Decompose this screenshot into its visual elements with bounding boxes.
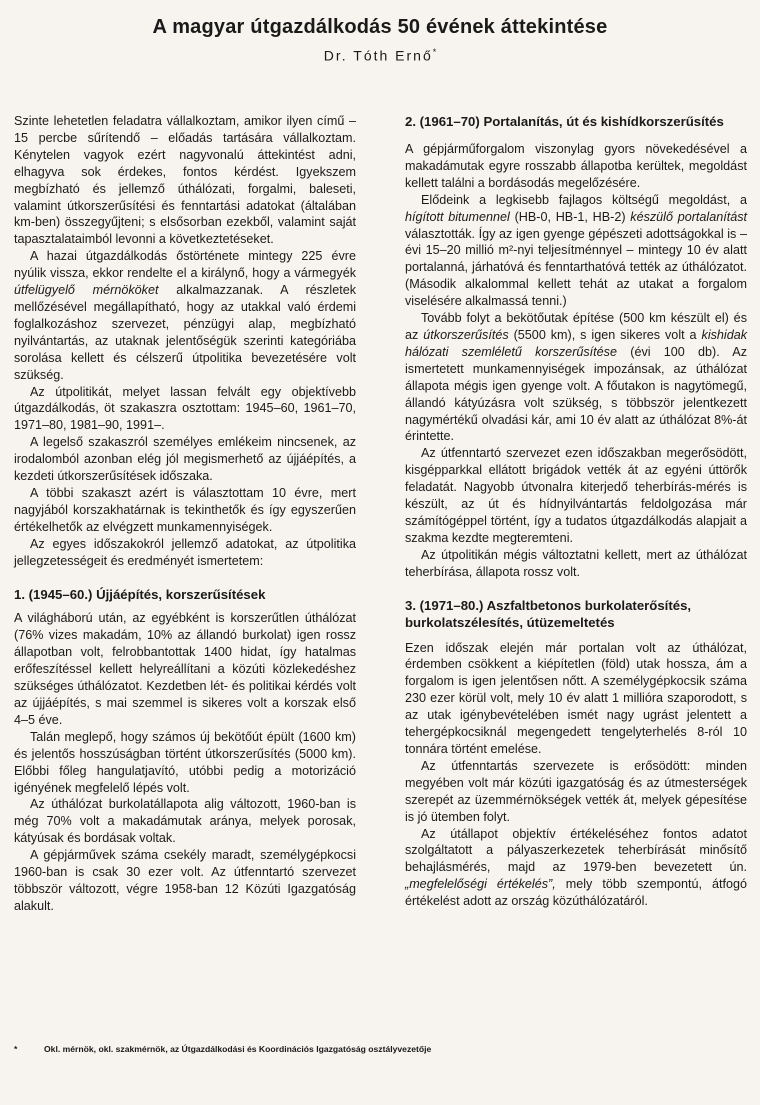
section-heading-2: 2. (1961–70) Portalanítás, út és kishídkorszerűsítés xyxy=(405,114,724,129)
history-paragraph: A hazai útgazdálkodás őstörténete mintegy 225 évre nyúlik vissza, ekkor rendelte el a királynő, hogy a vármegyék útfelügyelő mérnököket alkalmazzanak. A részletek mellőzésével megállapítható, hogy az utakkal való érdemi foglalkozáshoz szervezet, pénzügyi alap, megbízható nyilvántartás, az utaknak jelentőségük szerinti kategóriába sorolása kellett és célszerű útpolitika bevezetésére volt szükség. xyxy=(14,249,357,382)
section-2-paragraph: Az útpolitikán mégis változtatni kellett, mert az úthálózat teherbírása, állapota rossz volt. xyxy=(405,547,747,579)
emphasis-text: hígított bitumennel xyxy=(405,209,510,224)
emphasis-text: készülő portalanítást xyxy=(630,209,748,224)
emphasis-text: kishidak hálózati szemléletű korszerűsítése xyxy=(405,327,748,359)
first-period-paragraph: A legelső szakaszról személyes emlékeim nincsenek, az irodalomból azonban elég jól megismerhető az újjáépítés, a kezdeti útkorszerűsítések időszaka. xyxy=(14,435,356,484)
article-title: A magyar útgazdálkodás 50 évének áttekintése xyxy=(152,16,608,38)
decade-choice-paragraph: A többi szakaszt azért is választottam 10 évre, mert nagyjából korszakhatárnak is tekinthetők és így egyszerűen értékelhetők az elvégzett munkamennyiségek. xyxy=(14,485,356,534)
emphasis-text: „megfelelőségi értékelés”, xyxy=(405,877,556,892)
section-heading-1: 1. (1945–60.) Újjáépítés, korszerűsítések xyxy=(14,587,266,603)
emphasis-text: útkorszerűsítés xyxy=(423,327,509,342)
right-column xyxy=(405,113,747,910)
section-1-paragraph: Talán meglepő, hogy számos új bekötőút épült (1600 km) és jelentős hosszúságban történt útkorszerűsítés (5000 km). Előbbi főleg hangulatjavító, utóbbi pedig a motorizáció igényének megfelelő lépés volt. xyxy=(14,729,356,795)
section-1-paragraph: Az úthálózat burkolatállapota alig változott, 1960-ban is még 70% volt a makadámutak aránya, melyek porosak, kátyúsak és bordásak voltak. xyxy=(14,797,356,846)
section-3-paragraph: Az útállapot objektív értékeléséhez fontos adatot szolgáltatott a pályaszerkezetek teherbírását minősítő behajlásmérés, majd az 1979-ben bevezetett ún. „megfelelőségi értékelés”, mely több szempontú, átfogó értékelést adott az ország közúthálózatáról. xyxy=(405,826,747,909)
footnote-mark: * xyxy=(14,1044,18,1054)
section-heading-3: 3. (1971–80.) Aszfaltbetonos burkolaterősítés, burkolatszélesítés, útüzemeltetés xyxy=(405,597,692,630)
article-author xyxy=(0,47,760,64)
section-1-paragraph: A gépjárművek száma csekély maradt, személygépkocsi 1960-ban is csak 30 ezer volt. Az útfenntartó szervezet többször változott, végre 1958-ban 12 Közúti Igazgatóság alakult. xyxy=(14,848,356,913)
section-2-paragraph: Az útfenntartó szervezet ezen időszakban megerősödött, kisgépparkkal ellátott brigádok vették át az egyéni úttörők feladatát. Nagyobb útvonalra kiterjedő teherbírás-mérés is készült, az út és hídnyilvántartás feldolgozása már számítógéppel történt, így a tudatos útgazdálkodás alapjait a szakma kezdte megteremteni. xyxy=(405,446,747,545)
section-2-paragraph: Tovább folyt a bekötőutak építése (500 km készült el) és az útkorszerűsítés (5500 km), s igen sikeres volt a kishidak hálózati szemléletű korszerűsítése (évi 100 db). Az ismertetett munkamennyiségek impozánsak, az úthálózat állapota mégis igen gyenge volt. A főutakon is nagytömegű, állandó kátyúzásra volt szükség, s többször jelentkezett nagymértékű olvadási kár, ami 10 év alatt az úthálózat 8%-át érintette. xyxy=(405,311,748,444)
section-1-paragraph: A világháború után, az egyébként is korszerűtlen úthálózat (76% vizes makadám, 10% az állandó burkolat) igen rossz állapotban volt, felrobbantottak 1400 hidat, így hatalmas erőfeszítéssel kellett helyreállítani a közúti közlekedéshez szükséges úthálózatot. Kezdetben lét- és politikai kérdés volt az újjáépítés, s mai szemmel is sikeres volt a korszak első 4–5 éve. xyxy=(14,611,356,727)
footnote xyxy=(14,1044,754,1054)
policy-periods-paragraph: Az útpolitikát, melyet lassan felvált egy objektívebb útgazdálkodás, öt szakaszra osztottam: 1945–60, 1961–70, 1971–80, 1981–90, 1991–. xyxy=(14,384,356,433)
section-2-paragraph: Elődeink a legkisebb fajlagos költségű megoldást, a hígított bitumennel (HB-0, HB-1, HB-2) készülő portalanítást választották. Így az igen gyenge gépészeti adottságokkal is – évi 15–20 millió m²-nyi teljesítménnyel – mintegy 10 év alatt portalanná, járhatóvá és fenntarthatóvá tették az úthálózatot. (Második alkalommal kellett tehát az utakat a forgalom viselésére alkalmassá tenni.) xyxy=(405,192,748,309)
intro-paragraph: Szinte lehetetlen feladatra vállalkoztam, amikor ilyen című – 15 percbe sűrítendő – előadás tartására vállalkoztam. Kénytelen vagyok ezért nagyvonalú áttekintést adni, elhagyva sok érdekes, fontos kérdést. Igyekszem megbízható és jellemző úthálózati, forgalmi, baleseti, valamint útkorszerűsítési és fenntartási adatokat (általában km-ben) összegyűjteni; s elsősorban ezekből, valamint saját tapasztalataimból levonni a következtetéseket. xyxy=(14,114,356,247)
overview-paragraph: Az egyes időszakokról jellemző adatokat, az útpolitika jellegzetességeit és eredményét ismertetem: xyxy=(14,536,356,568)
author-footnote-mark: * xyxy=(432,47,437,57)
section-3-paragraph: Az útfenntartás szervezete is erősödött: minden megyében volt már közúti igazgatóság és az útmesterségek szerepét az üzemmérnökségek vették át, melyek gépesítése is jó ütemben folyt. xyxy=(405,758,747,824)
author-name: Dr. Tóth Ernő xyxy=(323,47,433,64)
footnote-text: Okl. mérnök, okl. szakmérnök, az Útgazdálkodási és Koordinációs Igazgatóság osztályvezetője xyxy=(44,1044,432,1054)
emphasis-text: útfelügyelő mérnököket xyxy=(14,283,159,298)
section-3-paragraph: Ezen időszak elején már portalan volt az úthálózat, érdemben csökkent a kiépítetlen (föld) utak hossza, ám a forgalom is igen jelentősen nőtt. A személygépkocsik száma 230 ezer körül volt, mely 10 év alatt 1 millióra szaporodott, s az utak igénybevételében ismét nagy ugrást jelentett a tehergépkocsiknál megengedett tengelyterhelés 8-ról 10 tonnára történt emelése. xyxy=(405,640,747,756)
section-2-paragraph: A gépjárműforgalom viszonylag gyors növekedésével a makadámutak egyre rosszabb állapotba kerültek, megoldást kellett találni a bordásodás megelőzésére. xyxy=(405,142,747,190)
left-column xyxy=(14,113,356,915)
